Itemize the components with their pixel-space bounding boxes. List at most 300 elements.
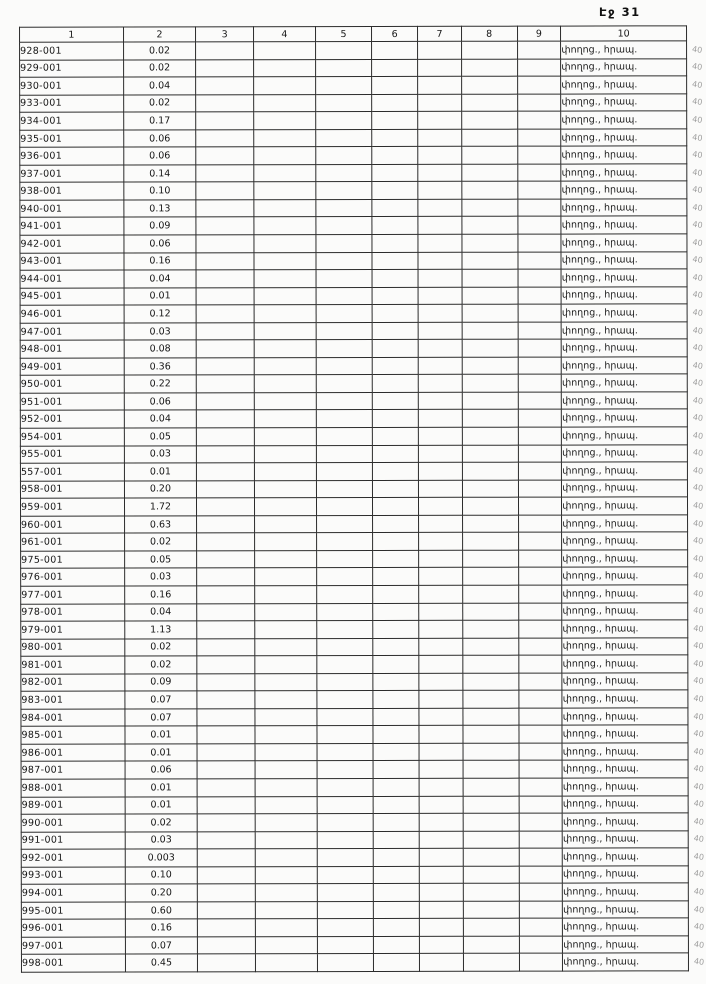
empty-cell xyxy=(316,498,373,516)
empty-cell xyxy=(517,234,561,252)
empty-cell xyxy=(254,287,316,305)
empty-cell xyxy=(418,111,462,129)
empty-cell xyxy=(372,234,418,252)
margin-mark-cell xyxy=(688,936,706,954)
value-cell: 0.02 xyxy=(125,814,198,832)
empty-cell xyxy=(315,164,372,182)
code-cell: 977-001 xyxy=(21,586,125,604)
empty-cell xyxy=(373,498,419,516)
empty-cell xyxy=(197,638,255,656)
note-cell: փողոց., հրապ. xyxy=(562,374,688,392)
note-cell: փողոց., հրապ. xyxy=(562,462,688,480)
code-cell: 941-001 xyxy=(20,217,124,235)
empty-cell xyxy=(197,375,255,393)
code-cell: 948-001 xyxy=(20,340,124,358)
handwritten-margin-mark: 40 xyxy=(692,605,705,617)
empty-cell xyxy=(518,322,562,340)
handwritten-margin-mark: 40 xyxy=(692,500,704,512)
empty-cell xyxy=(196,252,254,270)
empty-cell xyxy=(315,77,372,95)
empty-cell xyxy=(462,497,518,515)
code-cell: 943-001 xyxy=(20,253,124,271)
empty-cell xyxy=(462,357,518,375)
table-row xyxy=(20,164,705,183)
handwritten-margin-mark: 40 xyxy=(691,149,704,161)
empty-cell xyxy=(315,147,372,165)
note-cell: փողոց., հրապ. xyxy=(561,199,687,217)
value-cell: 0.003 xyxy=(125,849,198,867)
empty-cell xyxy=(418,322,462,340)
column-header: 9 xyxy=(517,26,561,41)
empty-cell xyxy=(519,743,563,761)
empty-cell xyxy=(317,743,374,761)
note-cell: փողոց., հրապ. xyxy=(563,953,689,971)
empty-cell xyxy=(197,428,255,446)
value-cell: 0.13 xyxy=(123,200,196,218)
value-cell: 1.72 xyxy=(124,498,197,516)
empty-cell xyxy=(196,165,254,183)
empty-cell xyxy=(374,901,420,919)
value-cell: 0.22 xyxy=(124,375,197,393)
code-cell: 936-001 xyxy=(20,147,124,165)
empty-cell xyxy=(462,339,518,357)
empty-cell xyxy=(373,620,419,638)
margin-mark-cell xyxy=(688,918,706,936)
empty-cell xyxy=(197,814,255,832)
note-cell: փողոց., հրապ. xyxy=(562,392,688,410)
empty-cell xyxy=(463,743,519,761)
empty-cell xyxy=(419,550,463,568)
empty-cell xyxy=(255,603,317,621)
handwritten-margin-mark: 40 xyxy=(692,377,704,389)
empty-cell xyxy=(373,568,419,586)
empty-cell xyxy=(197,779,255,797)
value-cell: 0.04 xyxy=(123,77,196,95)
empty-cell xyxy=(463,655,519,673)
empty-cell xyxy=(462,532,518,550)
empty-cell xyxy=(255,866,317,884)
handwritten-margin-mark: 40 xyxy=(692,447,704,459)
margin-mark-cell xyxy=(687,164,705,182)
empty-cell xyxy=(518,269,562,287)
empty-cell xyxy=(462,129,518,147)
empty-cell xyxy=(316,515,373,533)
note-cell: փողոց., հրապ. xyxy=(562,550,688,568)
margin-mark-cell xyxy=(688,778,706,796)
margin-mark-cell xyxy=(687,269,705,287)
empty-cell xyxy=(255,586,317,604)
value-cell: 0.07 xyxy=(125,937,198,955)
handwritten-margin-mark: 40 xyxy=(693,886,705,898)
value-cell: 0.03 xyxy=(124,323,197,341)
note-cell: փողոց., հրապ. xyxy=(562,708,688,726)
table-row xyxy=(20,111,705,130)
empty-cell xyxy=(374,849,420,867)
table-row xyxy=(20,93,705,112)
empty-cell xyxy=(316,550,373,568)
table-row xyxy=(20,322,705,341)
empty-cell xyxy=(463,638,519,656)
column-header: 3 xyxy=(196,27,254,42)
empty-cell xyxy=(373,445,419,463)
table-row xyxy=(21,672,706,691)
note-cell: փողոց., հրապ. xyxy=(562,427,688,445)
code-cell: 984-001 xyxy=(21,709,125,727)
empty-cell xyxy=(419,638,463,656)
empty-cell xyxy=(462,199,518,217)
code-cell: 980-001 xyxy=(21,639,125,657)
value-cell: 1.13 xyxy=(124,621,197,639)
code-cell: 937-001 xyxy=(20,165,124,183)
code-cell: 978-001 xyxy=(21,604,125,622)
empty-cell xyxy=(419,901,463,919)
empty-cell xyxy=(198,954,256,972)
margin-mark-cell xyxy=(688,865,706,883)
empty-cell xyxy=(462,322,518,340)
empty-cell xyxy=(462,515,518,533)
code-cell: 557-001 xyxy=(20,463,124,481)
empty-cell xyxy=(254,463,316,481)
empty-cell xyxy=(373,796,419,814)
handwritten-margin-mark: 40 xyxy=(692,658,705,669)
empty-cell xyxy=(316,322,373,340)
table-row xyxy=(21,918,706,937)
value-cell: 0.02 xyxy=(124,656,197,674)
empty-cell xyxy=(317,849,374,867)
empty-cell xyxy=(197,533,255,551)
empty-cell xyxy=(254,59,316,77)
value-cell: 0.60 xyxy=(125,902,198,920)
empty-cell xyxy=(418,269,462,287)
margin-mark-cell xyxy=(688,795,706,813)
data-table xyxy=(19,25,706,972)
code-cell: 979-001 xyxy=(21,621,125,639)
empty-cell xyxy=(317,884,374,902)
empty-cell xyxy=(196,129,254,147)
value-cell: 0.12 xyxy=(124,305,197,323)
table-row xyxy=(21,813,706,832)
empty-cell xyxy=(419,533,463,551)
empty-cell xyxy=(315,112,372,130)
value-cell: 0.02 xyxy=(124,533,197,551)
empty-cell xyxy=(197,568,255,586)
value-cell: 0.09 xyxy=(124,674,197,692)
margin-mark-cell xyxy=(688,725,706,743)
column-header: 1 xyxy=(20,27,124,42)
empty-cell xyxy=(419,480,463,498)
empty-cell xyxy=(518,392,562,410)
note-cell: փողոց., հրապ. xyxy=(561,146,687,164)
table-body xyxy=(20,41,706,972)
note-cell: փողոց., հրապ. xyxy=(562,637,688,655)
note-cell: փողոց., հրապ. xyxy=(562,567,688,585)
empty-cell xyxy=(372,147,418,165)
empty-cell xyxy=(198,937,256,955)
empty-cell xyxy=(462,164,518,182)
empty-cell xyxy=(463,813,519,831)
table-row xyxy=(21,778,706,797)
empty-cell xyxy=(519,866,563,884)
value-cell: 0.06 xyxy=(124,393,197,411)
empty-cell xyxy=(419,568,463,586)
empty-cell xyxy=(463,708,519,726)
empty-cell xyxy=(197,761,255,779)
table-row xyxy=(20,234,705,253)
empty-cell xyxy=(197,480,255,498)
empty-cell xyxy=(519,954,563,972)
note-cell: փողոց., հրապ. xyxy=(563,918,689,936)
empty-cell xyxy=(254,42,316,60)
empty-cell xyxy=(419,919,463,937)
empty-cell xyxy=(373,638,419,656)
empty-cell xyxy=(317,901,374,919)
empty-cell xyxy=(461,41,517,59)
code-cell: 995-001 xyxy=(21,902,125,920)
column-header: 10 xyxy=(561,26,687,41)
empty-cell xyxy=(517,146,561,164)
handwritten-margin-mark: 40 xyxy=(692,465,704,476)
empty-cell xyxy=(197,445,255,463)
empty-cell xyxy=(418,182,462,200)
empty-cell xyxy=(463,690,519,708)
empty-cell xyxy=(196,42,254,60)
note-cell: փողոց., հրապ. xyxy=(562,673,688,691)
code-cell: 975-001 xyxy=(21,551,125,569)
value-cell: 0.04 xyxy=(124,270,197,288)
empty-cell xyxy=(317,691,374,709)
empty-cell xyxy=(418,427,462,445)
empty-cell xyxy=(196,182,254,200)
note-cell: փողոց., հրապ. xyxy=(562,760,688,778)
empty-cell xyxy=(374,884,420,902)
empty-cell xyxy=(518,339,562,357)
note-cell: փողոց., հրապ. xyxy=(562,620,688,638)
empty-cell xyxy=(419,585,463,603)
handwritten-margin-mark: 40 xyxy=(692,412,704,424)
empty-cell xyxy=(419,884,463,902)
table-row xyxy=(20,58,705,77)
empty-cell xyxy=(373,585,419,603)
empty-cell xyxy=(461,94,517,112)
table-row xyxy=(21,708,706,727)
note-cell: փողոց., հրապ. xyxy=(561,251,687,269)
empty-cell xyxy=(518,620,562,638)
empty-cell xyxy=(518,357,562,375)
empty-cell xyxy=(463,620,519,638)
empty-cell xyxy=(519,848,563,866)
empty-cell xyxy=(197,393,255,411)
empty-cell xyxy=(462,287,518,305)
table-row xyxy=(20,251,705,270)
code-cell: 928-001 xyxy=(20,42,124,60)
margin-mark-cell xyxy=(687,129,705,147)
margin-mark-cell xyxy=(687,111,705,129)
empty-cell xyxy=(418,462,462,480)
code-cell: 989-001 xyxy=(21,797,125,815)
table-row xyxy=(20,146,705,165)
empty-cell xyxy=(462,392,518,410)
value-cell: 0.16 xyxy=(125,919,198,937)
empty-cell xyxy=(373,691,419,709)
empty-cell xyxy=(317,814,374,832)
empty-cell xyxy=(254,252,316,270)
handwritten-margin-mark: 40 xyxy=(692,693,705,705)
handwritten-margin-mark: 40 xyxy=(692,570,704,582)
margin-mark-cell xyxy=(688,550,706,568)
margin-mark-cell xyxy=(688,655,706,673)
empty-cell xyxy=(372,217,418,235)
empty-cell xyxy=(254,393,316,411)
empty-cell xyxy=(518,673,562,691)
empty-cell xyxy=(373,550,419,568)
margin-mark-cell xyxy=(688,830,706,848)
empty-cell xyxy=(254,410,316,428)
empty-cell xyxy=(463,778,519,796)
empty-cell xyxy=(254,305,316,323)
empty-cell xyxy=(419,726,463,744)
note-cell: փողոց., հրապ. xyxy=(562,497,688,515)
empty-cell xyxy=(518,462,562,480)
code-cell: 983-001 xyxy=(21,691,125,709)
table-row xyxy=(21,795,706,814)
margin-mark-cell xyxy=(688,602,706,620)
empty-cell xyxy=(255,568,317,586)
note-cell: փողոց., հրապ. xyxy=(562,743,688,761)
empty-cell xyxy=(316,621,373,639)
code-cell: 998-001 xyxy=(21,954,125,972)
empty-cell xyxy=(419,603,463,621)
empty-cell xyxy=(519,883,563,901)
empty-cell xyxy=(518,427,562,445)
empty-cell xyxy=(462,304,518,322)
value-cell: 0.05 xyxy=(124,428,197,446)
note-cell: փողոց., հրապ. xyxy=(562,690,688,708)
handwritten-margin-mark: 40 xyxy=(692,623,705,634)
empty-cell xyxy=(317,919,374,937)
value-cell: 0.16 xyxy=(124,586,197,604)
empty-cell xyxy=(519,901,563,919)
empty-cell xyxy=(315,129,372,147)
code-cell: 940-001 xyxy=(20,200,124,218)
empty-cell xyxy=(419,936,463,954)
note-cell: փողոց., հրապ. xyxy=(561,286,687,304)
empty-cell xyxy=(254,94,316,112)
empty-cell xyxy=(196,287,254,305)
code-cell: 929-001 xyxy=(20,60,124,78)
empty-cell xyxy=(463,883,519,901)
empty-cell xyxy=(418,287,462,305)
note-cell: փողոց., հրապ. xyxy=(561,234,687,252)
empty-cell xyxy=(462,410,518,428)
handwritten-margin-mark: 40 xyxy=(691,96,703,108)
empty-cell xyxy=(255,884,317,902)
empty-cell xyxy=(317,761,374,779)
margin-mark-cell xyxy=(687,322,705,340)
empty-cell xyxy=(196,200,254,218)
margin-mark-cell xyxy=(687,93,705,111)
note-cell: փողոց., հրապ. xyxy=(561,41,687,59)
handwritten-margin-mark: 40 xyxy=(691,132,704,143)
note-cell: փողոց., հրապ. xyxy=(563,936,689,954)
handwritten-margin-mark: 40 xyxy=(692,535,704,547)
empty-cell xyxy=(197,603,255,621)
table-row xyxy=(20,41,705,60)
empty-cell xyxy=(254,270,316,288)
empty-cell xyxy=(198,919,256,937)
margin-mark-cell xyxy=(688,883,706,901)
empty-cell xyxy=(518,603,562,621)
empty-cell xyxy=(418,147,462,165)
empty-cell xyxy=(418,234,462,252)
empty-cell xyxy=(517,59,561,77)
empty-cell xyxy=(255,550,317,568)
empty-cell xyxy=(518,445,562,463)
empty-cell xyxy=(254,164,316,182)
empty-cell xyxy=(254,357,316,375)
value-cell: 0.20 xyxy=(125,884,198,902)
table-row xyxy=(20,181,705,200)
margin-mark-cell xyxy=(687,444,705,462)
empty-cell xyxy=(373,375,419,393)
table-row xyxy=(21,637,706,656)
note-cell: փողոց., հրապ. xyxy=(562,848,688,866)
handwritten-margin-mark: 40 xyxy=(691,184,704,196)
page-number: Էջ 31 xyxy=(599,5,641,19)
handwritten-margin-mark: 40 xyxy=(693,939,705,950)
empty-cell xyxy=(255,515,317,533)
margin-mark-cell xyxy=(688,567,706,585)
empty-cell xyxy=(463,796,519,814)
empty-cell xyxy=(418,392,462,410)
margin-mark-cell xyxy=(688,585,706,603)
column-header: 5 xyxy=(315,26,372,41)
handwritten-margin-mark: 40 xyxy=(693,904,705,915)
empty-cell xyxy=(373,463,419,481)
empty-cell xyxy=(419,866,463,884)
empty-cell xyxy=(418,76,462,94)
table-row xyxy=(21,760,706,779)
table-row xyxy=(21,936,706,955)
value-cell: 0.63 xyxy=(124,516,197,534)
margin-mark-cell xyxy=(687,181,705,199)
value-cell: 0.01 xyxy=(124,463,197,481)
empty-cell xyxy=(373,831,419,849)
empty-cell xyxy=(254,217,316,235)
empty-cell xyxy=(316,463,373,481)
value-cell: 0.03 xyxy=(125,831,198,849)
value-cell: 0.04 xyxy=(124,603,197,621)
empty-cell xyxy=(418,357,462,375)
margin-mark-cell xyxy=(688,760,706,778)
empty-cell xyxy=(316,410,373,428)
note-cell: փողոց., հրապ. xyxy=(562,479,688,497)
value-cell: 0.01 xyxy=(125,796,198,814)
empty-cell xyxy=(418,94,462,112)
table-row xyxy=(21,865,706,884)
margin-mark-cell xyxy=(687,234,705,252)
code-cell: 976-001 xyxy=(21,568,125,586)
empty-cell xyxy=(462,480,518,498)
empty-cell xyxy=(519,796,563,814)
empty-cell xyxy=(316,673,373,691)
empty-cell xyxy=(316,533,373,551)
margin-mark-cell xyxy=(688,672,706,690)
empty-cell xyxy=(255,743,317,761)
value-cell: 0.36 xyxy=(124,358,197,376)
margin-mark-cell xyxy=(688,901,706,919)
table-row xyxy=(21,848,706,867)
empty-cell xyxy=(419,848,463,866)
